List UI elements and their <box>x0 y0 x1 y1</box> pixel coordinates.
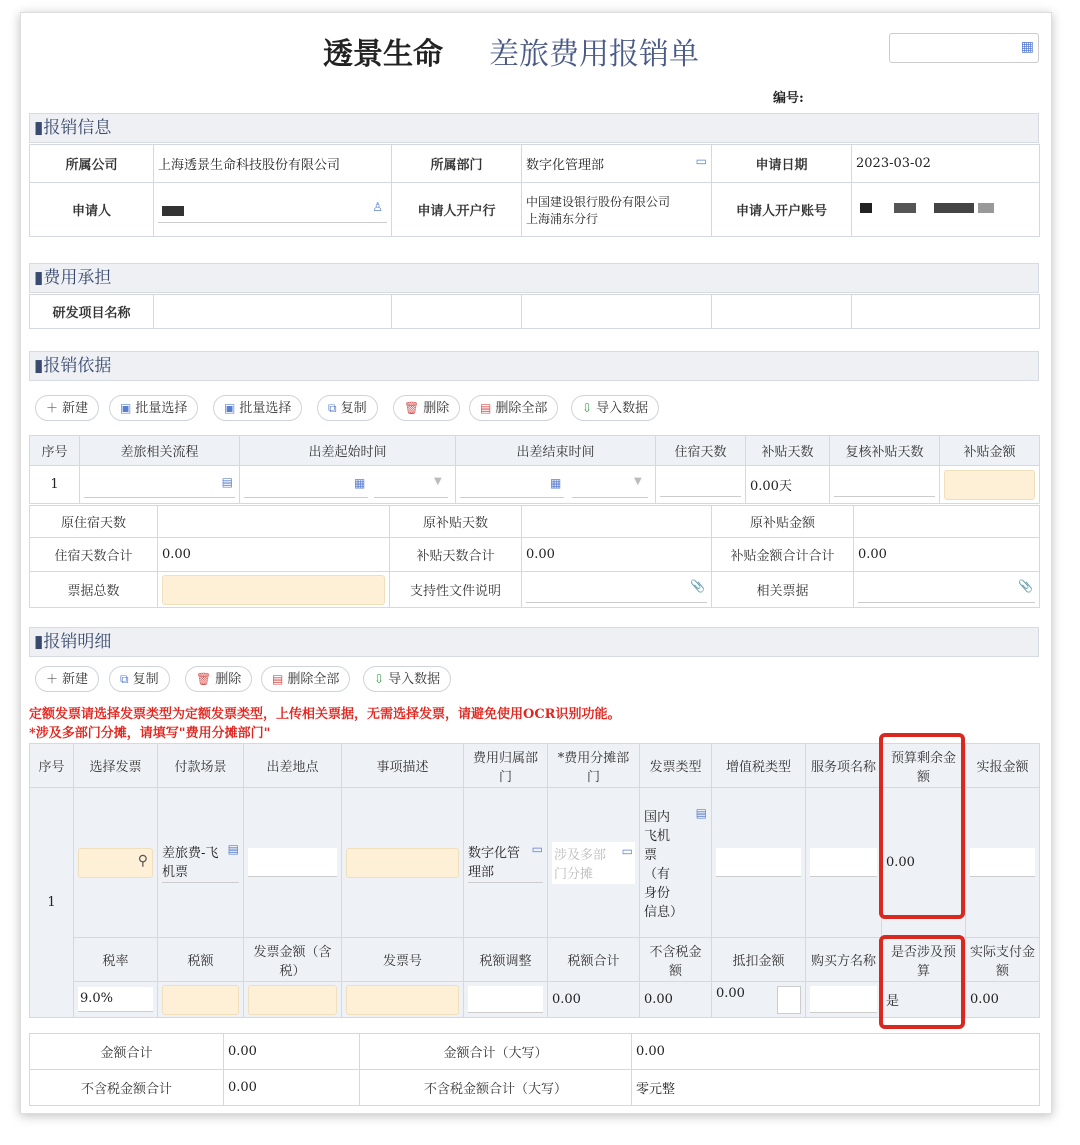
vat-type-field[interactable] <box>712 788 806 938</box>
browse-icon[interactable]: ▭ <box>695 154 707 168</box>
stay-days-field[interactable] <box>656 466 746 504</box>
amount-total-cn-value: 0.00 <box>632 1034 1040 1070</box>
col-tax-adjust: 税额调整 <box>464 938 548 982</box>
col-service-item: 服务项名称 <box>806 744 882 788</box>
budget-involved-value: 是 <box>882 982 966 1018</box>
col-review-days: 复核补贴天数 <box>830 436 940 466</box>
browse-icon[interactable]: ▤ <box>227 842 239 856</box>
plus-icon: ＋ <box>46 672 59 686</box>
stay-total-value: 0.00 <box>158 538 390 572</box>
totals-table <box>29 1033 1040 1106</box>
process-field[interactable] <box>80 466 240 504</box>
date-value: 2023-03-02 <box>852 145 1040 183</box>
warning-note-quota: 定额发票请选择发票类型为定额发票类型，上传相关票据，无需选择发票，请避免使用OCR识别功能。 <box>29 707 621 722</box>
copy-icon: ⧉ <box>120 672 129 686</box>
search-icon[interactable]: ⚲ <box>137 852 148 869</box>
sub-amount-total-label: 补贴金额合计合计 <box>712 538 854 572</box>
col-share-dept: *费用分摊部门 <box>548 744 640 788</box>
orig-sub-days-label: 原补贴天数 <box>390 506 522 538</box>
col-tax-total: 税额合计 <box>548 938 640 982</box>
buyer-name-field[interactable] <box>806 982 882 1018</box>
ex-tax-total-cn-value: 零元整 <box>632 1070 1040 1106</box>
related-ticket-field[interactable] <box>854 572 1040 608</box>
detail-delete-button[interactable]: 🗑 删除 <box>185 666 252 692</box>
basis-table <box>29 435 1040 504</box>
highlight-budget-remaining <box>879 733 965 919</box>
deduct-amount-field[interactable] <box>712 982 806 1018</box>
detail-new-button[interactable]: ＋ 新建 <box>35 666 99 692</box>
trash-icon: 🗑 <box>196 672 212 686</box>
form-page <box>20 12 1052 1114</box>
user-picker-icon[interactable]: ♙ <box>372 200 383 214</box>
end-time-field[interactable] <box>456 466 656 504</box>
tax-total-value: 0.00 <box>548 982 640 1018</box>
col-description: 事项描述 <box>342 744 464 788</box>
service-item-field[interactable] <box>806 788 882 938</box>
col-seq: 序号 <box>30 436 80 466</box>
tax-amount-field[interactable] <box>158 982 244 1018</box>
col-process: 差旅相关流程 <box>80 436 240 466</box>
pay-scene-value: 差旅费-飞机票 <box>162 846 219 880</box>
sub-days-total-label: 补贴天数合计 <box>390 538 522 572</box>
invoice-type-value: 国内飞机票（有身份信息） <box>644 809 684 920</box>
col-owner-dept: 费用归属部门 <box>464 744 548 788</box>
share-dept-field[interactable] <box>548 788 640 938</box>
calendar-icon[interactable]: ▦ <box>354 475 366 490</box>
start-time-field[interactable] <box>240 466 456 504</box>
col-buyer-name: 购买方名称 <box>806 938 882 982</box>
section-title: 报销明细 <box>43 632 112 652</box>
subsidy-amount-field[interactable] <box>940 466 1040 504</box>
dropdown-icon[interactable]: ▼ <box>434 475 442 487</box>
calendar-icon[interactable]: ▦ <box>550 475 562 490</box>
browse-icon[interactable]: ▭ <box>621 843 633 858</box>
dropdown-icon[interactable]: ▼ <box>634 475 642 487</box>
col-location: 出差地点 <box>244 744 342 788</box>
owner-dept-value: 数字化管理部 <box>468 846 521 880</box>
invoice-number-field[interactable] <box>342 982 464 1018</box>
related-ticket-label: 相关票据 <box>712 572 854 608</box>
plus-icon: ＋ <box>46 401 59 415</box>
project-field[interactable] <box>154 295 392 329</box>
support-doc-field[interactable] <box>522 572 712 608</box>
orig-sub-amount-label: 原补贴金额 <box>712 506 854 538</box>
col-end-time: 出差结束时间 <box>456 436 656 466</box>
pay-scene-field[interactable] <box>158 788 244 938</box>
bank-line2: 上海浦东分行 <box>526 211 599 226</box>
orig-sub-days-value <box>522 506 712 538</box>
new-button[interactable]: ＋ 新建 <box>35 395 99 421</box>
sub-days-total-value: 0.00 <box>522 538 712 572</box>
tax-rate-field[interactable]: 9.0% <box>74 982 158 1018</box>
dept-value: 数字化管理部 <box>526 158 605 173</box>
browse-icon[interactable]: ▤ <box>695 805 707 820</box>
batch-select-button[interactable]: ▣ 批量选择 <box>109 395 198 421</box>
budget-remaining-value: 0.00 <box>882 788 966 938</box>
orig-stay-label: 原住宿天数 <box>30 506 158 538</box>
col-deduct-amount: 抵扣金额 <box>712 938 806 982</box>
stay-total-label: 住宿天数合计 <box>30 538 158 572</box>
applicant-field[interactable] <box>154 183 392 237</box>
section-title: 费用承担 <box>43 268 112 288</box>
detail-import-button[interactable]: ⇩ 导入数据 <box>363 666 451 692</box>
highlight-budget-involved <box>879 935 965 1029</box>
section-header-info: ▮报销信息 <box>29 113 1039 143</box>
bank-line1: 中国建设银行股份有限公司 <box>526 194 671 209</box>
attachment-icon[interactable]: 📎 <box>690 579 705 593</box>
section-header-detail: ▮报销明细 <box>29 627 1039 657</box>
detail-delete-all-button[interactable]: ▤ 删除全部 <box>261 666 350 692</box>
import-button[interactable]: ⇩ 导入数据 <box>571 395 659 421</box>
delete-all-button[interactable]: ▤ 删除全部 <box>469 395 558 421</box>
company-label: 所属公司 <box>30 145 154 183</box>
col-start-time: 出差起始时间 <box>240 436 456 466</box>
browse-icon[interactable]: ▤ <box>221 475 233 489</box>
orig-stay-value <box>158 506 390 538</box>
info-table <box>29 144 1040 237</box>
ex-tax-total-value: 0.00 <box>224 1070 360 1106</box>
delete-button[interactable]: 🗑 删除 <box>393 395 460 421</box>
share-dept-placeholder: 涉及多部门分摊 <box>554 847 607 882</box>
ticket-total-field[interactable] <box>158 572 390 608</box>
section-title: 报销依据 <box>43 356 112 376</box>
search-box[interactable] <box>889 33 1039 63</box>
col-budget-remaining: 预算剩余金额 <box>882 744 966 788</box>
browse-icon[interactable]: ▭ <box>531 842 543 856</box>
description-field[interactable] <box>342 788 464 938</box>
basis-summary-table <box>29 505 1040 608</box>
copy-button[interactable]: ⧉ 复制 <box>317 395 378 421</box>
redacted-name <box>162 206 184 216</box>
detail-copy-button[interactable]: ⧉ 复制 <box>109 666 170 692</box>
deduct-amount-value: 0.00 <box>716 985 745 1001</box>
bank-label: 申请人开户行 <box>392 183 522 237</box>
col-select-invoice: 选择发票 <box>74 744 158 788</box>
dept-field[interactable] <box>522 145 712 183</box>
select-icon: ▣ <box>224 401 236 415</box>
col-invoice-number: 发票号 <box>342 938 464 982</box>
tax-adjust-field[interactable] <box>464 982 548 1018</box>
batch-select-button-2[interactable]: ▣ 批量选择 <box>213 395 302 421</box>
trash-all-icon: ▤ <box>272 672 284 686</box>
amount-total-cn-label: 金额合计（大写） <box>360 1034 632 1070</box>
section-title: 报销信息 <box>43 118 112 138</box>
ex-tax-total-label: 不含税金额合计 <box>30 1070 224 1106</box>
row-seq: 1 <box>30 788 74 1018</box>
section-header-basis: ▮报销依据 <box>29 351 1039 381</box>
select-icon: ▣ <box>120 401 132 415</box>
amount-total-value: 0.00 <box>224 1034 360 1070</box>
form-title: 差旅费用报销单 <box>489 37 699 72</box>
col-vat-type: 增值税类型 <box>712 744 806 788</box>
owner-dept-field[interactable] <box>464 788 548 938</box>
col-budget-involved: 是否涉及预算 <box>882 938 966 982</box>
col-tax-amount: 税额 <box>158 938 244 982</box>
ex-tax-total-cn-label: 不含税金额合计（大写） <box>360 1070 632 1106</box>
dept-label: 所属部门 <box>392 145 522 183</box>
ex-tax-amount-value: 0.00 <box>640 982 712 1018</box>
project-label: 研发项目名称 <box>30 295 154 329</box>
bank-value <box>522 183 712 237</box>
applicant-label: 申请人 <box>30 183 154 237</box>
amount-total-label: 金额合计 <box>30 1034 224 1070</box>
col-subsidy-days: 补贴天数 <box>746 436 830 466</box>
account-value-redacted <box>852 183 1040 237</box>
row-seq: 1 <box>30 466 80 504</box>
col-actual-amount: 实报金额 <box>966 744 1040 788</box>
company-title: 透景生命 <box>323 37 443 72</box>
warning-note-share: *涉及多部门分摊，请填写"费用分摊部门" <box>29 726 271 741</box>
trash-icon: 🗑 <box>404 401 420 415</box>
ticket-total-label: 票据总数 <box>30 572 158 608</box>
subsidy-days-value: 0.00天 <box>746 466 830 504</box>
support-doc-label: 支持性文件说明 <box>390 572 522 608</box>
col-invoice-type: 发票类型 <box>640 744 712 788</box>
invoice-amount-field[interactable] <box>244 982 342 1018</box>
col-stay-days: 住宿天数 <box>656 436 746 466</box>
copy-icon: ⧉ <box>328 401 337 415</box>
sub-amount-total-value: 0.00 <box>854 538 1040 572</box>
import-icon: ⇩ <box>582 401 593 415</box>
col-actual-paid: 实际支付金额 <box>966 938 1040 982</box>
attachment-icon[interactable]: 📎 <box>1018 579 1033 593</box>
actual-amount-field[interactable] <box>966 788 1040 938</box>
col-subsidy-amount: 补贴金额 <box>940 436 1040 466</box>
number-label: 编号: <box>773 91 804 106</box>
location-field[interactable] <box>244 788 342 938</box>
date-label: 申请日期 <box>712 145 852 183</box>
col-ex-tax-amount: 不含税金额 <box>640 938 712 982</box>
account-label: 申请人开户账号 <box>712 183 852 237</box>
invoice-type-field[interactable] <box>640 788 712 938</box>
review-days-field[interactable] <box>830 466 940 504</box>
qr-code-icon[interactable]: ▦ <box>1020 39 1034 55</box>
import-icon: ⇩ <box>374 672 385 686</box>
company-value: 上海透景生命科技股份有限公司 <box>154 145 392 183</box>
section-header-cost: ▮费用承担 <box>29 263 1039 293</box>
trash-all-icon: ▤ <box>480 401 492 415</box>
col-tax-rate: 税率 <box>74 938 158 982</box>
cost-table <box>29 294 1040 329</box>
col-invoice-amount: 发票金额（含税） <box>244 938 342 982</box>
orig-sub-amount-value <box>854 506 1040 538</box>
select-invoice-field[interactable] <box>74 788 158 938</box>
col-pay-scene: 付款场景 <box>158 744 244 788</box>
col-seq: 序号 <box>30 744 74 788</box>
actual-paid-value: 0.00 <box>966 982 1040 1018</box>
